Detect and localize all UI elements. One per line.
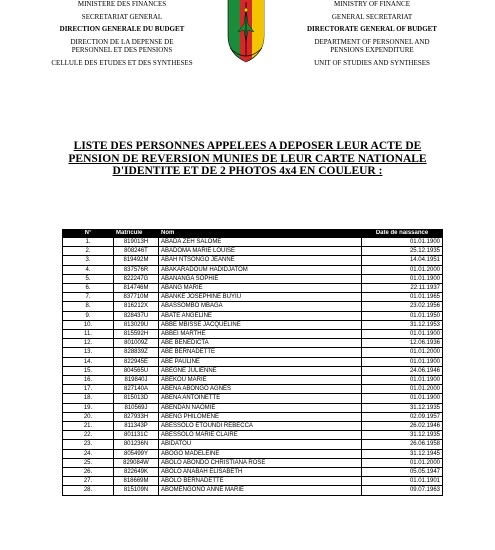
row-name: ABEGNE JULIENNE: [159, 366, 362, 375]
directorate-en: DIRECTORATE GENERAL OF BUDGET: [307, 25, 437, 33]
department-en-line2: PENSIONS EXPENDITURE: [330, 46, 414, 54]
row-number: 28.: [63, 486, 114, 495]
row-number: 19.: [63, 403, 114, 412]
row-name: ABENA ANTOINETTE: [159, 394, 362, 403]
row-matricule: 819492M: [114, 256, 159, 265]
row-matricule: 837710M: [114, 293, 159, 302]
header-birthdate: Date de naissance: [362, 230, 443, 238]
row-number: 25.: [63, 458, 114, 467]
row-number: 12.: [63, 339, 114, 348]
row-number: 23.: [63, 440, 114, 449]
row-number: 15.: [63, 366, 114, 375]
table-row: [63, 449, 443, 458]
row-matricule: 822247G: [114, 274, 159, 283]
table-row: [63, 293, 443, 302]
row-number: 10.: [63, 320, 114, 329]
row-matricule: 815592H: [114, 330, 159, 339]
row-birthdate: 31.12.1953: [362, 320, 443, 329]
table-row: [63, 376, 443, 385]
row-number: 6.: [63, 284, 114, 293]
secretariat-fr: SECRETARIAT GENERAL: [81, 12, 163, 21]
row-birthdate: 12.06.1936: [362, 339, 443, 348]
row-matricule: 813029U: [114, 320, 159, 329]
row-number: 8.: [63, 302, 114, 311]
row-matricule: 815109N: [114, 486, 159, 495]
table-header-row: [63, 230, 443, 238]
row-number: 2.: [63, 247, 114, 256]
row-birthdate: 01.01.1900: [362, 274, 443, 283]
row-name: ABE PAULINE: [159, 357, 362, 366]
row-birthdate: 31.12.1935: [362, 431, 443, 440]
row-name: ABIDATOU: [159, 440, 362, 449]
row-number: 13.: [63, 348, 114, 357]
document-title: [40, 140, 455, 178]
row-number: 18.: [63, 394, 114, 403]
row-birthdate: 25.12.1935: [362, 247, 443, 256]
table-row: [63, 265, 443, 274]
row-birthdate: 31.12.1935: [362, 403, 443, 412]
row-number: 5.: [63, 274, 114, 283]
table-row: [63, 302, 443, 311]
row-birthdate: 26.02.1946: [362, 422, 443, 431]
persons-table: [62, 229, 443, 496]
header-matricule: Matricule: [114, 230, 159, 238]
row-matricule: 801236N: [114, 440, 159, 449]
row-number: 22.: [63, 431, 114, 440]
row-birthdate: 05.05.1947: [362, 468, 443, 477]
row-name: ABBEI MARTHE: [159, 330, 362, 339]
row-birthdate: 01.01.1900: [362, 394, 443, 403]
row-name: ABAH NTSONGO JEANNE: [159, 256, 362, 265]
secretariat-en: GENERAL SECRETARIAT: [331, 12, 413, 21]
row-name: ABANKE JOSEPHINE BUYIU: [159, 293, 362, 302]
table-row: [63, 477, 443, 486]
row-name: ABESSOLO MARIE CLAIRE: [159, 431, 362, 440]
header-name: Nom: [159, 230, 362, 238]
row-matricule: 829084W: [114, 458, 159, 467]
table-row: [63, 247, 443, 256]
row-matricule: 827933H: [114, 412, 159, 421]
row-matricule: 837576R: [114, 265, 159, 274]
row-name: ABE BENEDICTA: [159, 339, 362, 348]
directorate-fr: DIRECTION GENERALE DU BUDGET: [59, 25, 185, 33]
row-matricule: 808246T: [114, 247, 159, 256]
row-name: ABBE MBISSE JACQUELINE: [159, 320, 362, 329]
header-number: N°: [63, 230, 114, 238]
row-birthdate: 01.01.2000: [362, 348, 443, 357]
header-right: [272, 0, 472, 67]
row-name: ABATE ANGELINE: [159, 311, 362, 320]
ministry-name-en: MINISTRY OF FINANCE: [334, 0, 410, 8]
row-name: ABAKARADOUM HADIDJATOM: [159, 265, 362, 274]
table-row: [63, 274, 443, 283]
row-matricule: 805499Y: [114, 449, 159, 458]
row-name: ABOLO ABONDO CHRISTIANA ROSE: [159, 458, 362, 467]
row-number: 14.: [63, 357, 114, 366]
unit-fr: CELLULE DES ETUDES ET DES SYNTHESES: [51, 58, 193, 67]
row-matricule: 818669M: [114, 477, 159, 486]
table-row: [63, 468, 443, 477]
department-fr-line1: DIRECTION DE LA DEPENSE DE: [70, 37, 174, 46]
row-matricule: 816212X: [114, 302, 159, 311]
row-birthdate: 01.01.1900: [362, 357, 443, 366]
row-matricule: 819013H: [114, 238, 159, 247]
row-number: 11.: [63, 330, 114, 339]
row-birthdate: 01.01.1965: [362, 293, 443, 302]
header-left: [22, 0, 222, 67]
row-birthdate: 14.04.1951: [362, 256, 443, 265]
row-birthdate: 23.02.1956: [362, 302, 443, 311]
row-matricule: 822649K: [114, 468, 159, 477]
row-name: ABANG MARIE: [159, 284, 362, 293]
row-name: ABOLO ANABAH ELISABETH: [159, 468, 362, 477]
row-number: 1.: [63, 238, 114, 247]
row-birthdate: 01.01.1901: [362, 477, 443, 486]
row-matricule: 814746M: [114, 284, 159, 293]
row-name: ABOMENGONO ANNE MARIE: [159, 486, 362, 495]
row-number: 24.: [63, 449, 114, 458]
row-name: ABOGO MADELEINE: [159, 449, 362, 458]
row-number: 27.: [63, 477, 114, 486]
row-birthdate: 01.01.1900: [362, 238, 443, 247]
row-matricule: 801131C: [114, 431, 159, 440]
row-matricule: 828839Z: [114, 348, 159, 357]
row-birthdate: 01.01.2000: [362, 385, 443, 394]
title-line-3: D'IDENTITE ET DE 2 PHOTOS 4x4 EN COULEUR :: [112, 165, 383, 177]
row-matricule: 822945E: [114, 357, 159, 366]
table-row: [63, 486, 443, 495]
coat-of-arms-icon: [224, 0, 268, 66]
row-matricule: 811343P: [114, 422, 159, 431]
table-row: [63, 320, 443, 329]
row-birthdate: 01.01.1900: [362, 376, 443, 385]
table-row: [63, 284, 443, 293]
row-number: 26.: [63, 468, 114, 477]
table-row: [63, 440, 443, 449]
row-birthdate: 01.01.2000: [362, 265, 443, 274]
row-number: 9.: [63, 311, 114, 320]
title-line-2: PENSION DE REVERSION MUNIES DE LEUR CARTE NATIONALE: [68, 152, 427, 165]
table-row: [63, 238, 443, 247]
row-birthdate: 26.06.1958: [362, 440, 443, 449]
row-name: ABESSOLO ETOUNDI REBECCA: [159, 422, 362, 431]
row-name: ABADA ZEH SALOME: [159, 238, 362, 247]
row-birthdate: 09.07.1963: [362, 486, 443, 495]
table-row: [63, 330, 443, 339]
row-birthdate: 01.01.1950: [362, 311, 443, 320]
row-matricule: 810569J: [114, 403, 159, 412]
table-body: [63, 238, 443, 496]
unit-en: UNIT OF STUDIES AND SYNTHESES: [314, 58, 430, 67]
row-name: ABASSOMBO MBAGA: [159, 302, 362, 311]
row-birthdate: 01.01.1900: [362, 330, 443, 339]
table-row: [63, 412, 443, 421]
row-matricule: 815013D: [114, 394, 159, 403]
table-row: [63, 256, 443, 265]
table-row: [63, 403, 443, 412]
ministry-name-fr: MINISTERE DES FINANCES: [77, 0, 167, 8]
table-row: [63, 311, 443, 320]
row-name: ABENG PHILOMENE: [159, 412, 362, 421]
row-number: 20.: [63, 412, 114, 421]
row-number: 21.: [63, 422, 114, 431]
row-matricule: 828437U: [114, 311, 159, 320]
row-birthdate: 22.11.1937: [362, 284, 443, 293]
row-name: ABEKOU MARIE: [159, 376, 362, 385]
table-row: [63, 357, 443, 366]
table-row: [63, 339, 443, 348]
row-number: 16.: [63, 376, 114, 385]
row-name: ABADOMA MARIE LOUISE: [159, 247, 362, 256]
title-line-1: LISTE DES PERSONNES APPELEES A DEPOSER LEUR ACTE DE: [73, 140, 422, 152]
row-birthdate: 02.09.1957: [362, 412, 443, 421]
row-name: ABE BERNADETTE: [159, 348, 362, 357]
row-number: 7.: [63, 293, 114, 302]
table-row: [63, 348, 443, 357]
row-matricule: 801009Z: [114, 339, 159, 348]
row-name: ABENA ABONGO AGNES: [159, 385, 362, 394]
row-birthdate: 01.01.2000: [362, 458, 443, 467]
row-name: ABOLO BERNADETTE: [159, 477, 362, 486]
table-row: [63, 431, 443, 440]
table-row: [63, 394, 443, 403]
row-matricule: 804565U: [114, 366, 159, 375]
row-birthdate: 24.06.1946: [362, 366, 443, 375]
table-row: [63, 422, 443, 431]
department-fr-line2: PERSONNEL ET DES PENSIONS: [71, 46, 173, 54]
table-row: [63, 458, 443, 467]
row-matricule: 819840J: [114, 376, 159, 385]
department-en-line1: DEPARTMENT OF PERSONNEL AND: [314, 37, 430, 46]
table-row: [63, 366, 443, 375]
row-name: ABANANGA SOPHIE: [159, 274, 362, 283]
table-row: [63, 385, 443, 394]
row-name: ABENDAN NAOMIE: [159, 403, 362, 412]
row-number: 17.: [63, 385, 114, 394]
row-matricule: 827140A: [114, 385, 159, 394]
row-number: 3.: [63, 256, 114, 265]
row-number: 4.: [63, 265, 114, 274]
row-birthdate: 31.12.1945: [362, 449, 443, 458]
